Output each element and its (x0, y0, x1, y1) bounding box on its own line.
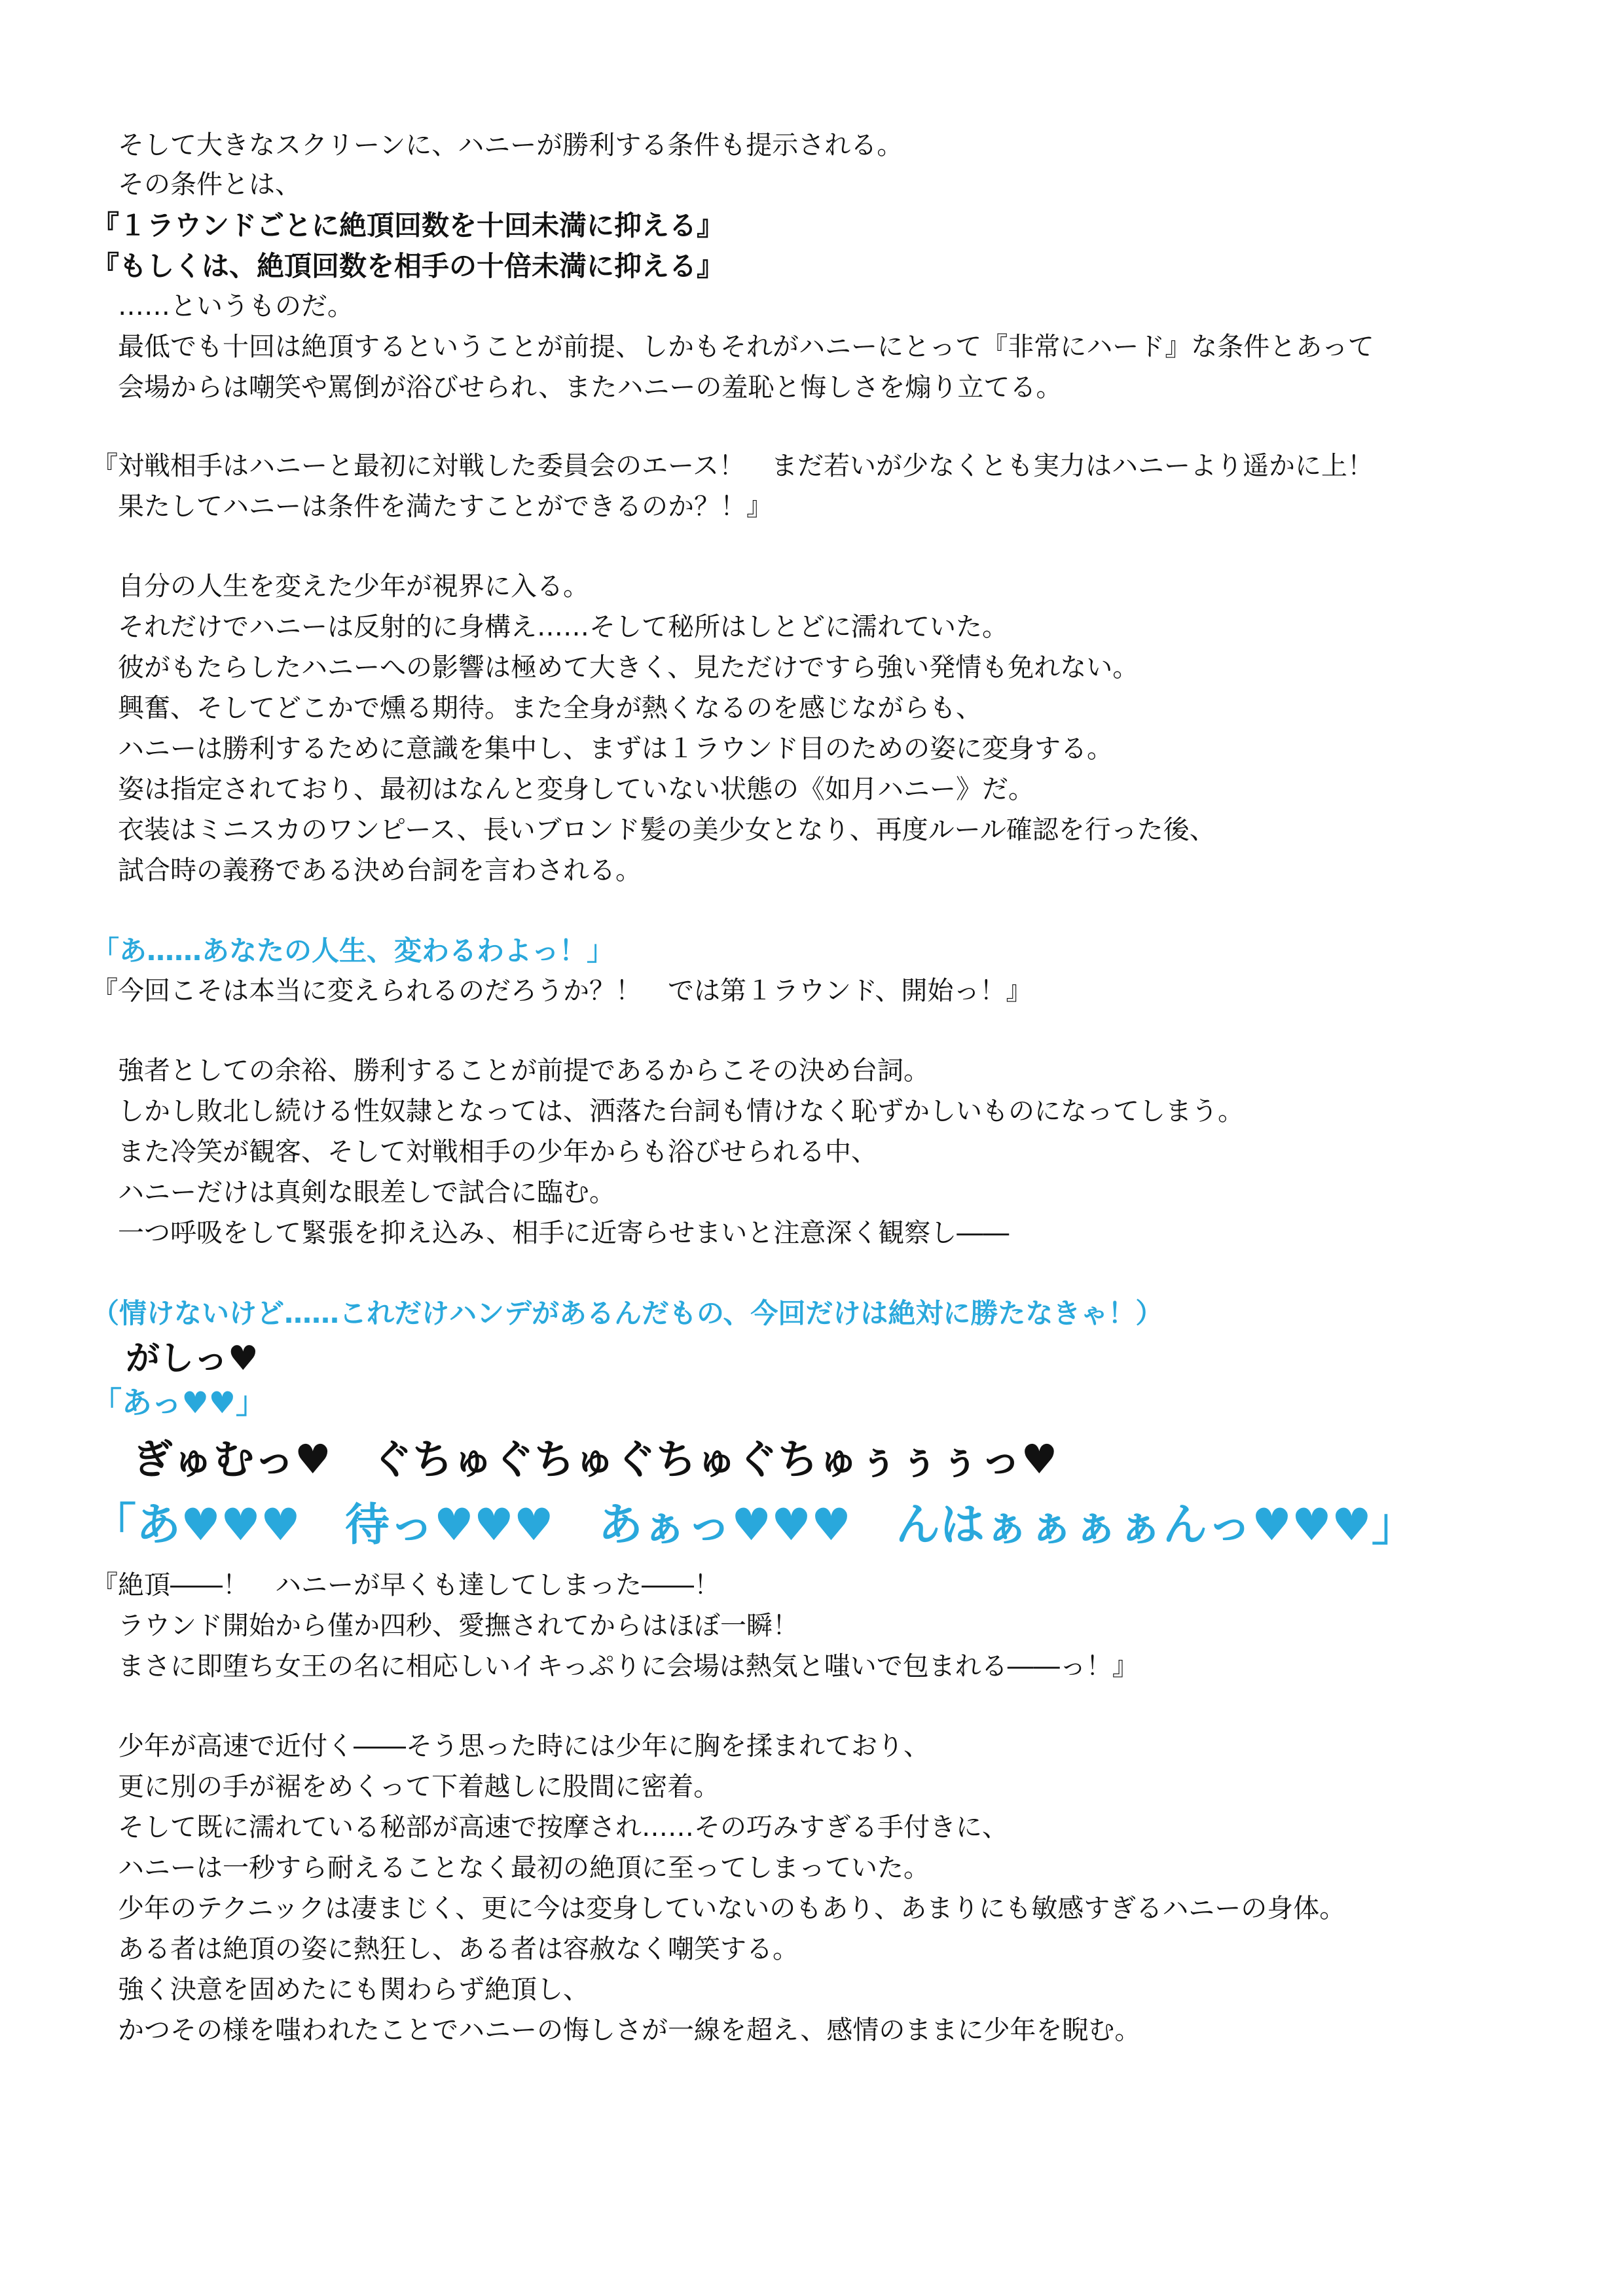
text-line: 彼がもたらしたハニーへの影響は極めて大きく、見ただけですら強い発情も免れない。 (92, 653, 1139, 683)
condition-line: 『１ラウンドごとに絶頂回数を十回未満に抑える』 (92, 209, 725, 242)
text-line: ハニーは一秒すら耐えることなく最初の絶頂に至ってしまっていた。 (92, 1853, 930, 1883)
condition-line: 『もしくは、絶頂回数を相手の十倍未満に抑える』 (92, 250, 725, 282)
dialogue-line: 「あっ♥♥」 (92, 1385, 266, 1420)
dialogue-line: 「あ……あなたの人生、変わるわよっ！」 (92, 935, 615, 967)
announcer-line: 果たしてハニーは条件を満たすことができるのか？！』 (92, 492, 773, 522)
announcer-line: ラウンド開始から僅か四秒、愛撫されてからはほぼ一瞬！ (92, 1611, 799, 1641)
text-line: また冷笑が観客、そして対戦相手の少年からも浴びせられる中、 (92, 1137, 877, 1167)
text-line: 自分の人生を変えた少年が視界に入る。 (92, 571, 589, 601)
text-line: そして大きなスクリーンに、ハニーが勝利する条件も提示される。 (92, 130, 903, 160)
text-line: 強く決意を固めたにも関わらず絶頂し、 (92, 1975, 589, 2005)
text-line: 更に別の手が裾をめくって下着越しに股間に密着。 (92, 1772, 720, 1802)
announcer-line: まさに即堕ち女王の名に相応しいイキっぷりに会場は熱気と嗤いで包まれる――っ！』 (92, 1651, 1139, 1681)
dialogue-line: 「あ♥♥♥ 待っ♥♥♥ あぁっ♥♥♥ んはぁぁぁぁんっ♥♥♥」 (92, 1499, 1416, 1551)
text-line: 一つ呼吸をして緊張を抑え込み、相手に近寄らせまいと注意深く観察し―― (92, 1218, 1010, 1248)
text-line: しかし敗北し続ける性奴隷となっては、洒落た台詞も情けなく恥ずかしいものになってしまう。 (92, 1096, 1244, 1126)
sound-effect: がしっ♥ (92, 1339, 259, 1378)
sound-effect: ぎゅむっ♥ ぐちゅぐちゅぐちゅぐちゅぅぅぅっ♥ (92, 1435, 1058, 1483)
text-line: 姿は指定されており、最初はなんと変身していない状態の《如月ハニー》だ。 (92, 774, 1034, 804)
text-line: 少年のテクニックは凄まじく、更に今は変身していないのもあり、あまりにも敏感すぎるハニーの身体。 (92, 1893, 1346, 1924)
announcer-line: 『絶頂――！ ハニーが早くも達してしまった――！ (92, 1570, 720, 1600)
announcer-line: 『今回こそは本当に変えられるのだろうか？！ では第１ラウンド、開始っ！』 (92, 976, 1032, 1006)
text-line: 最低でも十回は絶頂するということが前提、しかもそれがハニーにとって『非常にハード』な条件とあって (92, 332, 1374, 362)
text-line: 衣装はミニスカのワンピース、長いブロンド髪の美少女となり、再度ルール確認を行った後、 (92, 815, 1216, 845)
text-line: 会場からは嘲笑や罵倒が浴びせられ、またハニーの羞恥と悔しさを煽り立てる。 (92, 372, 1063, 403)
text-line: 興奮、そしてどこかで燻る期待。また全身が熱くなるのを感じながらも、 (92, 693, 982, 723)
announcer-line: 『対戦相手はハニーと最初に対戦した委員会のエース！ まだ若いが少なくとも実力はハニーより遥かに上！ (92, 451, 1374, 481)
text-line: それだけでハニーは反射的に身構え……そして秘所はしとどに濡れていた。 (92, 612, 1008, 642)
text-line: ハニーは勝利するために意識を集中し、まずは１ラウンド目のための姿に変身する。 (92, 734, 1113, 764)
text-line: ……というものだ。 (92, 291, 354, 321)
text-line: 試合時の義務である決め台詞を言わされる。 (92, 855, 642, 886)
text-line: 強者としての余裕、勝利することが前提であるからこその決め台詞。 (92, 1056, 930, 1086)
text-line: ある者は絶頂の姿に熱狂し、ある者は容赦なく嘲笑する。 (92, 1934, 799, 1964)
text-line: かつその様を嗤われたことでハニーの悔しさが一線を超え、感情のままに少年を睨む。 (92, 2015, 1141, 2045)
text-line: そして既に濡れている秘部が高速で按摩され……その巧みすぎる手付きに、 (92, 1812, 1008, 1842)
text-line: その条件とは、 (92, 170, 301, 200)
text-line: 少年が高速で近付く――そう思った時には少年に胸を揉まれており、 (92, 1731, 930, 1761)
thought-line: （情けないけど……これだけハンデがあるんだもの、今回だけは絶対に勝たなきゃ！） (92, 1297, 1163, 1329)
text-line: ハニーだけは真剣な眼差しで試合に臨む。 (92, 1177, 615, 1208)
